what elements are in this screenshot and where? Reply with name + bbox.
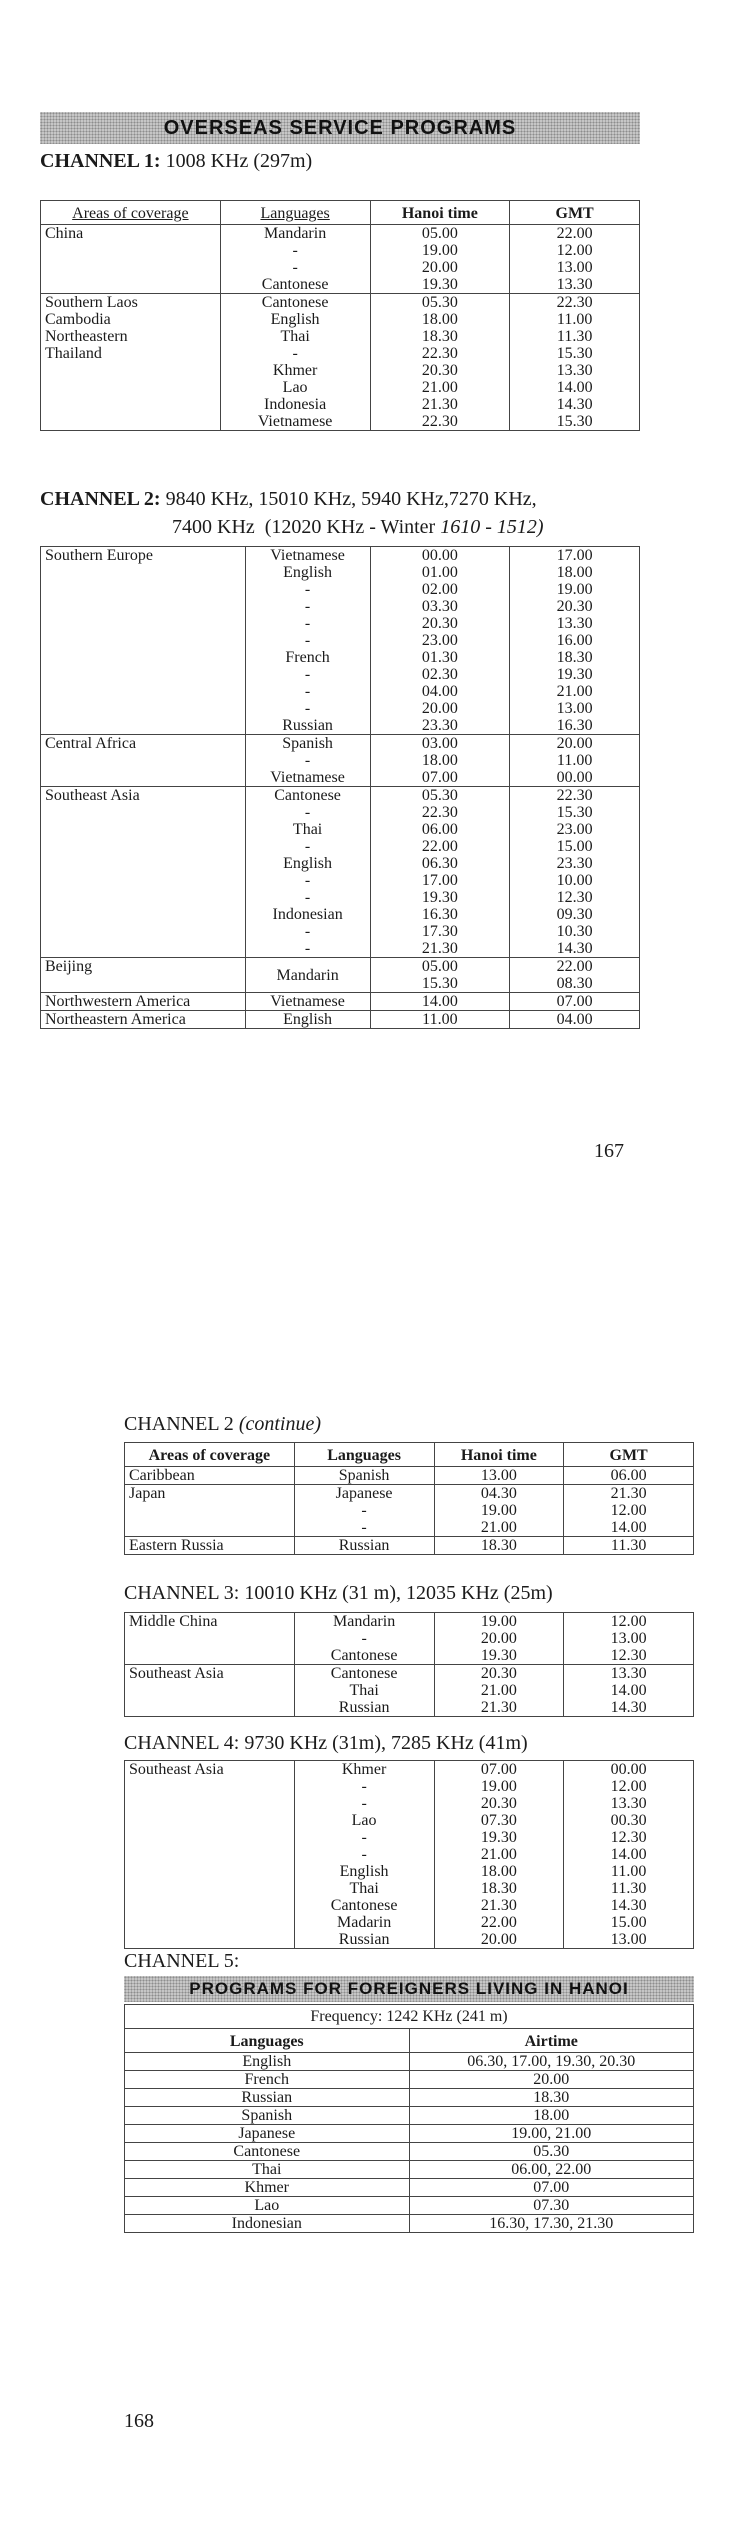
overseas-service-banner: OVERSEAS SERVICE PROGRAMS <box>40 112 640 144</box>
channel-3-heading <box>124 1582 553 1605</box>
area-cell: Beijing <box>41 958 246 993</box>
table-row <box>125 2053 694 2071</box>
channel-5-table <box>124 2004 694 2233</box>
area-cell: Middle China <box>125 1613 295 1665</box>
hanoi-time-cell: 03.00 18.00 07.00 <box>370 735 510 787</box>
area-cell: Northeastern America <box>41 1011 246 1029</box>
language-cell: Khmer - - Lao - - English Thai Cantonese Madarin Russian <box>294 1761 434 1949</box>
hanoi-time-cell: 14.00 <box>370 993 510 1011</box>
area-cell: Southeast Asia <box>125 1665 295 1717</box>
area-cell: Japan <box>125 1485 295 1537</box>
header-languages: Languages <box>220 201 370 225</box>
channel-2-heading-line2 <box>172 516 544 539</box>
area-cell: Southeast Asia <box>125 1761 295 1949</box>
table-row <box>41 225 640 294</box>
header-languages: Languages <box>125 2029 410 2053</box>
table-row <box>125 2089 694 2107</box>
frequency-row <box>125 2005 694 2029</box>
table-row <box>125 1537 694 1555</box>
table-header-row <box>125 1443 694 1467</box>
hanoi-time-cell: 11.00 <box>370 1011 510 1029</box>
language-cell: Japanese - - <box>294 1485 434 1537</box>
channel-2-heading <box>40 488 537 511</box>
hanoi-time-cell: 19.00 20.00 19.30 <box>434 1613 564 1665</box>
area-cell: Northwestern America <box>41 993 246 1011</box>
table-row <box>125 2215 694 2233</box>
table-row <box>41 735 640 787</box>
page-number: 168 <box>124 2410 154 2432</box>
gmt-cell: 13.30 14.00 14.30 <box>564 1665 694 1717</box>
table-row <box>125 1665 694 1717</box>
channel-2-continue-label: CHANNEL 2 <box>124 1413 234 1435</box>
area-cell: Southeast Asia <box>41 787 246 958</box>
table-row <box>41 787 640 958</box>
channel-4-label: CHANNEL 4: <box>124 1732 240 1754</box>
hanoi-time-cell: 05.30 18.00 18.30 22.30 20.30 21.00 21.30 22.30 <box>370 294 510 431</box>
airtime-cell: 20.00 <box>409 2071 693 2089</box>
airtime-cell: 18.30 <box>409 2089 693 2107</box>
table-row <box>125 1467 694 1485</box>
table-row <box>125 1761 694 1949</box>
table-header-row <box>125 2029 694 2053</box>
hanoi-time-cell: 05.00 15.30 <box>370 958 510 993</box>
table-row <box>41 1011 640 1029</box>
hanoi-time-cell: 13.00 <box>434 1467 564 1485</box>
table-row <box>125 2107 694 2125</box>
area-cell: Caribbean <box>125 1467 295 1485</box>
airtime-cell: 06.30, 17.00, 19.30, 20.30 <box>409 2053 693 2071</box>
channel-3-label: CHANNEL 3: <box>124 1582 240 1604</box>
gmt-cell: 06.00 <box>564 1467 694 1485</box>
table-row <box>125 2161 694 2179</box>
table-row <box>125 1613 694 1665</box>
area-cell: Eastern Russia <box>125 1537 295 1555</box>
gmt-cell: 04.00 <box>510 1011 640 1029</box>
table-row <box>41 547 640 735</box>
language-cell: Vietnamese English - - - - French - - - Russian <box>245 547 370 735</box>
header-hanoi-time: Hanoi time <box>370 201 510 225</box>
channel-3-table <box>124 1612 694 1717</box>
channel-2-continue-table <box>124 1442 694 1555</box>
channel-2-label: CHANNEL 2: <box>40 488 161 510</box>
language-cell: Russian <box>125 2089 410 2107</box>
channel-2-winter-range: 1610 - 1512) <box>440 516 544 538</box>
channel-2-table <box>40 546 640 1029</box>
channel-5-heading: CHANNEL 5: <box>124 1950 240 1972</box>
foreigners-programs-banner: PROGRAMS FOR FOREIGNERS LIVING IN HANOI <box>124 1976 694 2002</box>
gmt-cell: 00.00 12.00 13.30 00.30 12.30 14.00 11.00 11.30 14.30 15.00 13.00 <box>564 1761 694 1949</box>
language-cell: Lao <box>125 2197 410 2215</box>
channel-4-frequency: 9730 KHz (31m), 7285 KHz (41m) <box>244 1732 528 1754</box>
table-row <box>125 2071 694 2089</box>
table-row <box>125 2125 694 2143</box>
channel-4-heading <box>124 1732 528 1755</box>
table-row <box>125 1485 694 1537</box>
airtime-cell: 07.30 <box>409 2197 693 2215</box>
language-cell: Cantonese - Thai - English - - Indonesian - - <box>245 787 370 958</box>
language-cell: Spanish - Vietnamese <box>245 735 370 787</box>
table-row <box>41 993 640 1011</box>
channel-1-table <box>40 200 640 431</box>
channel-1-label: CHANNEL 1: <box>40 150 161 172</box>
area-cell: China <box>41 225 221 294</box>
gmt-cell: 12.00 13.00 12.30 <box>564 1613 694 1665</box>
channel-2-continue-note: (continue) <box>238 1413 321 1435</box>
airtime-cell: 19.00, 21.00 <box>409 2125 693 2143</box>
channel-4-table <box>124 1760 694 1949</box>
language-cell: Cantonese English Thai - Khmer Lao Indonesia Vietnamese <box>220 294 370 431</box>
language-cell: Indonesian <box>125 2215 410 2233</box>
gmt-cell: 17.00 18.00 19.00 20.30 13.30 16.00 18.30 19.30 21.00 13.00 16.30 <box>510 547 640 735</box>
language-cell: Khmer <box>125 2179 410 2197</box>
channel-2-frequency: 9840 KHz, 15010 KHz, 5940 KHz,7270 KHz, <box>165 488 537 510</box>
airtime-cell: 06.00, 22.00 <box>409 2161 693 2179</box>
airtime-cell: 07.00 <box>409 2179 693 2197</box>
hanoi-time-cell: 05.00 19.00 20.00 19.30 <box>370 225 510 294</box>
header-areas: Areas of coverage <box>125 1443 295 1467</box>
language-cell: Spanish <box>125 2107 410 2125</box>
language-cell: Cantonese <box>125 2143 410 2161</box>
language-cell: Vietnamese <box>245 993 370 1011</box>
table-row <box>41 958 640 993</box>
gmt-cell: 21.30 12.00 14.00 <box>564 1485 694 1537</box>
airtime-cell: 16.30, 17.30, 21.30 <box>409 2215 693 2233</box>
airtime-cell: 05.30 <box>409 2143 693 2161</box>
hanoi-time-cell: 05.30 22.30 06.00 22.00 06.30 17.00 19.30 16.30 17.30 21.30 <box>370 787 510 958</box>
language-cell: Mandarin <box>245 958 370 993</box>
gmt-cell: 20.00 11.00 00.00 <box>510 735 640 787</box>
language-cell: Japanese <box>125 2125 410 2143</box>
hanoi-time-cell: 04.30 19.00 21.00 <box>434 1485 564 1537</box>
hanoi-time-cell: 20.30 21.00 21.30 <box>434 1665 564 1717</box>
language-cell: Russian <box>294 1537 434 1555</box>
hanoi-time-cell: 00.00 01.00 02.00 03.30 20.30 23.00 01.30 02.30 04.00 20.00 23.30 <box>370 547 510 735</box>
header-airtime: Airtime <box>409 2029 693 2053</box>
gmt-cell: 11.30 <box>564 1537 694 1555</box>
gmt-cell: 22.30 11.00 11.30 15.30 13.30 14.00 14.30 15.30 <box>510 294 640 431</box>
gmt-cell: 22.00 12.00 13.00 13.30 <box>510 225 640 294</box>
language-cell: English <box>125 2053 410 2071</box>
hanoi-time-cell: 18.30 <box>434 1537 564 1555</box>
table-row <box>125 2197 694 2215</box>
language-cell: Thai <box>125 2161 410 2179</box>
table-row <box>125 2143 694 2161</box>
frequency-cell: Frequency: 1242 KHz (241 m) <box>125 2005 694 2029</box>
hanoi-time-cell: 07.00 19.00 20.30 07.30 19.30 21.00 18.00 18.30 21.30 22.00 20.00 <box>434 1761 564 1949</box>
area-cell: Southern Europe <box>41 547 246 735</box>
channel-1-frequency: 1008 KHz (297m) <box>165 150 313 172</box>
gmt-cell: 22.00 08.30 <box>510 958 640 993</box>
area-cell: Central Africa <box>41 735 246 787</box>
channel-2-continue-heading <box>124 1413 321 1436</box>
page-number: 167 <box>594 1140 624 1162</box>
language-cell: Spanish <box>294 1467 434 1485</box>
header-areas: Areas of coverage <box>41 201 221 225</box>
area-cell: Southern Laos Cambodia Northeastern Thailand <box>41 294 221 431</box>
table-header-row <box>41 201 640 225</box>
gmt-cell: 07.00 <box>510 993 640 1011</box>
language-cell: Cantonese Thai Russian <box>294 1665 434 1717</box>
airtime-cell: 18.00 <box>409 2107 693 2125</box>
channel-2-winter: (12020 KHz - Winter <box>264 516 436 538</box>
gmt-cell: 22.30 15.30 23.00 15.00 23.30 10.00 12.30 09.30 10.30 14.30 <box>510 787 640 958</box>
language-cell: English <box>245 1011 370 1029</box>
channel-2-frequency-2: 7400 KHz <box>172 516 255 538</box>
header-gmt: GMT <box>564 1443 694 1467</box>
header-languages: Languages <box>294 1443 434 1467</box>
channel-3-frequency: 10010 KHz (31 m), 12035 KHz (25m) <box>244 1582 553 1604</box>
language-cell: French <box>125 2071 410 2089</box>
table-row <box>125 2179 694 2197</box>
table-row <box>41 294 640 431</box>
language-cell: Mandarin - - Cantonese <box>220 225 370 294</box>
language-cell: Mandarin - Cantonese <box>294 1613 434 1665</box>
header-gmt: GMT <box>510 201 640 225</box>
header-hanoi-time: Hanoi time <box>434 1443 564 1467</box>
channel-1-heading <box>40 150 312 173</box>
